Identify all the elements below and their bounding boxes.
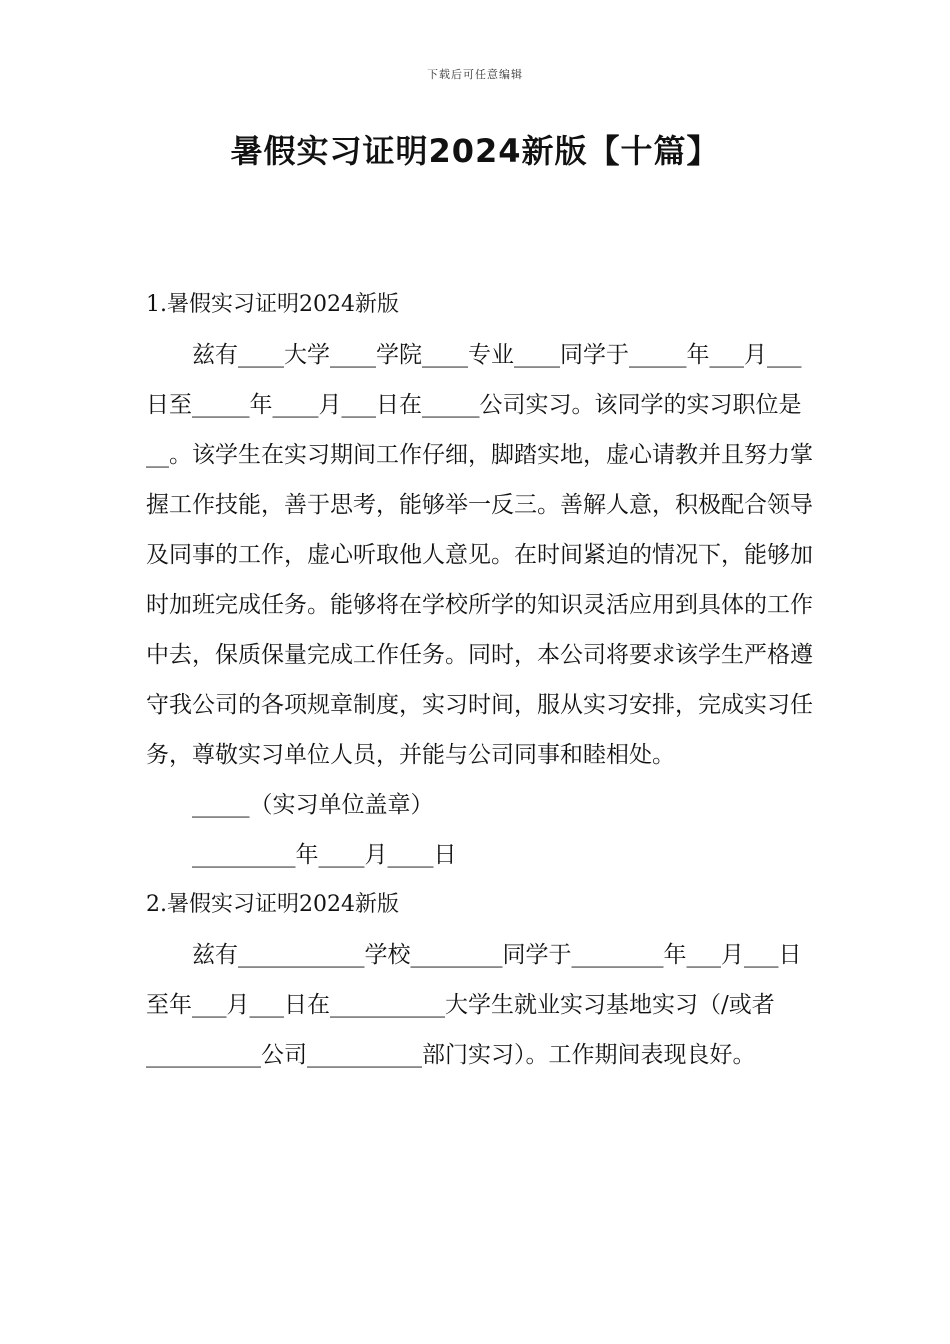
- header-note: 下载后可任意编辑: [427, 68, 523, 81]
- date-line: _________年____月____日: [192, 842, 457, 868]
- document-title: 暑假实习证明2024新版【十篇】: [230, 132, 720, 170]
- section-1-paragraph: 兹有____大学____学院____专业____同学于_____年___月___日至_____年____月___日在_____公司实习。该同学的实习职位是__。该学生在实习期间工作仔细，脚踏实地，虚心请教并且努力掌握工作技能，善于思考，能够举一反三。善解人意，积极配合领导及同事的工作，虚心听取他人意见。在时间紧迫的情况下，能够加时加班完成任务。能够将在学校所学的知识灵活应用到具体的工作中去，保质保量完成工作任务。同时，本公司将要求该学生严格遵守我公司的各项规章制度，实习时间，服从实习安排，完成实习任务，尊敬实习单位人员，并能与公司同事和睦相处。: [146, 342, 813, 768]
- section-heading-1: 1.暑假实习证明2024新版: [146, 292, 399, 317]
- document-body: [146, 280, 822, 1080]
- section-2-paragraph: 兹有___________学校________同学于________年___月___日至年___月___日在__________大学生就业实习基地实习（/或者__________公司__________部门实习）。工作期间表现良好。: [146, 942, 802, 1068]
- section-heading-2: 2.暑假实习证明2024新版: [146, 892, 399, 917]
- seal-line: _____（实习单位盖章）: [192, 792, 434, 818]
